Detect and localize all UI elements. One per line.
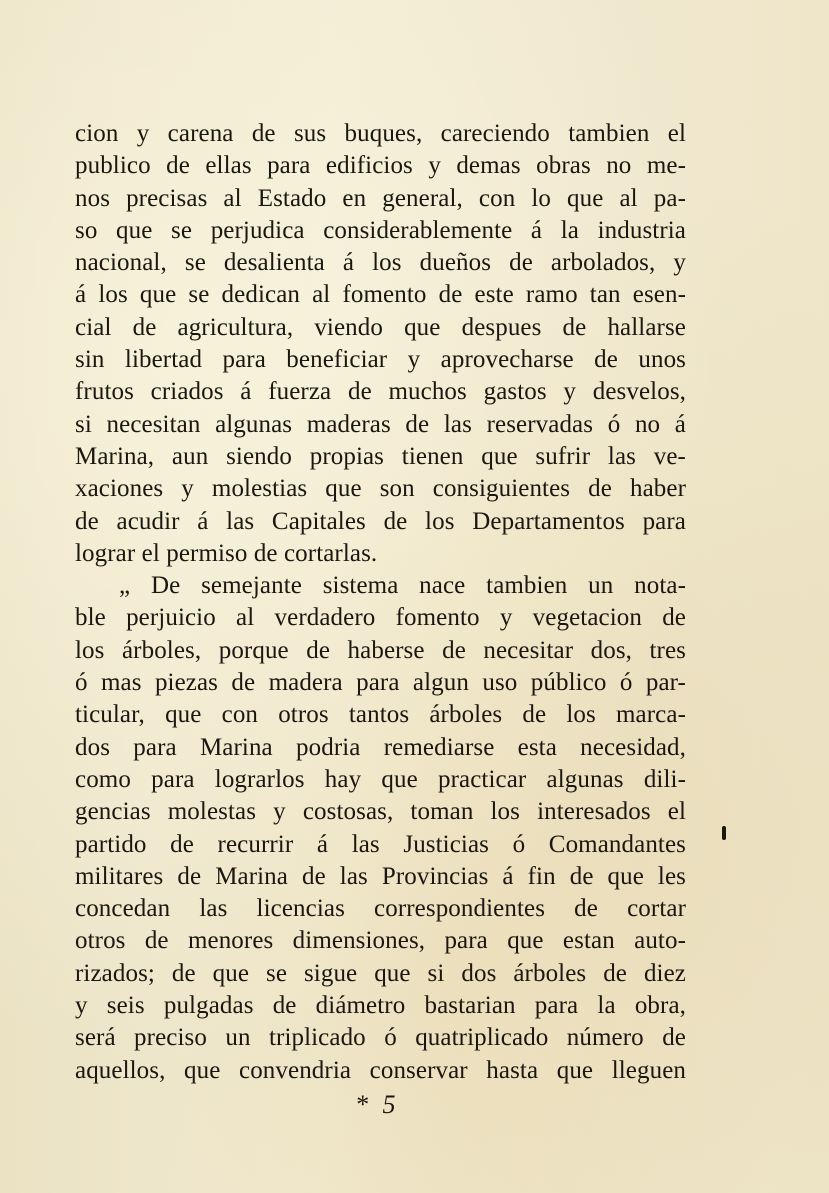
paragraph-end-line: lograr el permiso de cortarlas. [75,539,378,567]
text-line: á los que se dedican al fomento de este ramo tan esen- [75,281,686,309]
text-line: y seis pulgadas de diámetro bastarian para la obra, [75,992,686,1020]
paragraph-start-line: „ De semejante sistema nace tambien un nota- [119,572,686,600]
text-line: ticular, que con otros tantos árboles de los marca- [75,701,686,729]
text-line: si necesitan algunas maderas de las reservadas ó no á [75,410,686,438]
text-line: sin libertad para beneficiar y aprovecharse de unos [75,346,686,374]
text-line: frutos criados á fuerza de muchos gastos y desvelos, [75,378,686,406]
text-line: será preciso un triplicado ó quatriplicado número de [75,1024,686,1052]
text-line: aquellos, que convendria conservar hasta que lleguen [75,1056,686,1084]
margin-ink-mark [722,826,726,840]
text-line: rizados; de que se sigue que si dos árboles de diez [75,959,686,987]
text-line: nos precisas al Estado en general, con lo que al pa- [75,184,686,212]
text-line: ble perjuicio al verdadero fomento y vegetacion de [75,604,686,632]
text-line: concedan las licencias correspondientes de cortar [75,895,686,923]
body-text [75,118,686,1087]
text-line: ó mas piezas de madera para algun uso público ó par- [75,669,686,697]
text-line: partido de recurrir á las Justicias ó Comandantes [75,830,686,858]
text-line: de acudir á las Capitales de los Departamentos para [75,507,686,535]
text-line: cion y carena de sus buques, careciendo tambien el [75,120,686,147]
text-line: xaciones y molestias que son consiguientes de haber [75,475,686,503]
text-line: dos para Marina podria remediarse esta necesidad, [75,733,686,761]
text-line: publico de ellas para edificios y demas obras no me- [75,152,686,180]
signature-mark: * 5 [355,1090,400,1119]
text-line: Marina, aun siendo propias tienen que sufrir las ve- [75,442,686,470]
text-line: cial de agricultura, viendo que despues de hallarse [75,313,686,341]
text-line: los árboles, porque de haberse de necesitar dos, tres [75,636,686,664]
text-line: so que se perjudica considerablemente á la industria [75,216,686,244]
text-line: otros de menores dimensiones, para que estan auto- [75,927,686,955]
text-line: militares de Marina de las Provincias á fin de que les [75,862,686,890]
text-line: gencias molestas y costosas, toman los interesados el [75,798,686,826]
text-line: como para lograrlos hay que practicar algunas dili- [75,765,686,793]
text-line: nacional, se desalienta á los dueños de arbolados, y [75,249,686,277]
